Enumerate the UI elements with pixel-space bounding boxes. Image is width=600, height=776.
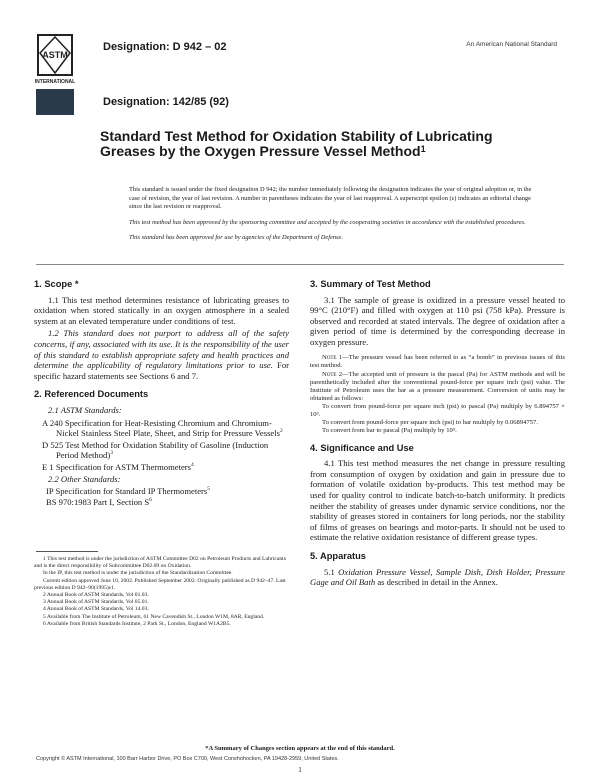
defense-statement: This standard has been approved for use by agencies of the Department of Defense. <box>129 234 343 241</box>
title-text: Standard Test Method for Oxidation Stability of Lubricating Greases by the Oxygen Pressure Vessel Method <box>100 128 493 159</box>
references-heading: 2. Referenced Documents <box>34 389 149 400</box>
astm-standards-list <box>34 418 289 473</box>
other-standards-list <box>34 486 289 507</box>
footnote-mark: 3 <box>110 450 113 457</box>
approval-statement: This test method has been approved by the sponsoring committee and accepted by the cooperating societies in accordance with the established procedures. <box>129 218 526 226</box>
other-standards-heading: 2.2 Other Standards: <box>48 473 121 484</box>
designation: Designation: D 942 – 02 <box>103 41 227 53</box>
reference-item <box>34 462 289 473</box>
note-2 <box>310 371 565 403</box>
footnote: Current edition approved June 10, 2002. Published September 2002. Originally published as D 942–47. Last previous edition D 942–90(1995)ε1. <box>34 577 286 591</box>
reference-item <box>34 497 289 508</box>
conversion-psi-bar: To convert from pound-force per square inch (psi) to bar multiply by 0.06894757. <box>322 418 538 426</box>
apparatus-tail: as described in detail in the Annex. <box>375 577 498 588</box>
reference-text: D 525 Test Method for Oxidation Stability of Gasoline (Induction Period Method) <box>42 439 269 461</box>
issued-statement: This standard is issued under the fixed designation D 942; the number immediately following the designation indicates the year of original adoption or, in the case of revision, the year of last revision. A number in parentheses indicates the year of last reapproval. A superscript epsilon (ε) indicates an editorial change since the last revision or reapproval. <box>129 186 532 210</box>
scope-1-2 <box>34 328 289 381</box>
summary-3-1: 3.1 The sample of grease is oxidized in a pressure vessel heated to 99°C (210°F) and filled with oxygen at 110 psi (758 kPa). Pressure is observed and recorded at stated intervals. The degree of oxidation after a given period of time is determined by the corresponding decrease in oxygen pressure. <box>310 294 565 347</box>
reference-item <box>34 440 289 461</box>
summary-heading: 3. Summary of Test Method <box>310 279 431 289</box>
note-2-text: —The accepted unit of pressure is the pascal (Pa) for ASTM methods and will be parenthetically included after the conventional pound-force per square inch (psi) value. The Institute of Petroleum uses the bar as a pressure measurement. Conversion of units may be obtained as follows: <box>310 370 565 402</box>
footnotes <box>34 556 288 628</box>
footnote-mark: 5 <box>207 486 210 493</box>
footnote: 3 Annual Book of ASTM Standards, Vol 05.01. <box>43 599 149 606</box>
footnote: 2 Annual Book of ASTM Standards, Vol 01.03. <box>43 592 149 599</box>
document-title <box>100 129 520 159</box>
hazard-reference: For specific hazard statements see Sections 6 and 7. <box>34 360 289 381</box>
apparatus-heading: 5. Apparatus <box>310 550 366 561</box>
conversion-psi-pa: To convert from pound-force per square inch (psi) to pascal (Pa) multiply by 6.894757 × 10³. <box>310 402 565 418</box>
reference-text: A 240 Specification for Heat-Resisting Chromium and Chromium-Nickel Stainless Steel Plate, Sheet, and Strip for Pressure Vessels <box>42 417 280 439</box>
footnote: In the IP, this test method is under the jurisdiction of the Standardization Committee. <box>43 570 233 577</box>
footnote-mark: 4 <box>191 462 194 469</box>
summary-of-changes-note: *A Summary of Changes section appears at the end of this standard. <box>205 745 395 752</box>
note-1-label: Note 1 <box>322 353 343 361</box>
significance-heading: 4. Significance and Use <box>310 442 414 453</box>
note-1 <box>310 354 565 370</box>
copyright: Copyright © ASTM International, 100 Barr Harbor Drive, PO Box C700, West Conshohocken, PA 19428-2959, United States. <box>36 756 339 762</box>
footnote-mark: 6 <box>149 496 152 503</box>
conversion-bar-pa: To convert from bar to pascal (Pa) multiply by 10⁵. <box>322 426 457 434</box>
reference-text: IP Specification for Standard IP Thermometers <box>46 486 208 497</box>
footnote: 4 Annual Book of ASTM Standards, Vol 14.03. <box>43 606 149 613</box>
significance-4-1: 4.1 This test method measures the net change in pressure resulting from consumption of oxygen by oxidation and gain in pressure due to formation of volatile oxidation by-products. This test method may be used for quality control to indicate batch-to-batch uniformity. It predicts neither the stability of greases under dynamic service conditions, nor the stability of greases stored in containers for long periods, nor the stability of films of greases on bearings and motor-parts. It should not be used to estimate the relative oxidation resistance of different grease types. <box>310 458 565 543</box>
reference-item <box>34 486 289 497</box>
scope-heading: 1. Scope * <box>34 279 79 289</box>
divider <box>36 264 564 265</box>
astm-standards-heading: 2.1 ASTM Standards: <box>48 404 122 415</box>
footnote: 6 Available from British Standards Institute, 2 Park St., London, England W1A2B5. <box>43 620 231 627</box>
apparatus-number: 5.1 <box>324 566 339 577</box>
safety-caveat: 1.2 This standard does not purport to address all of the safety concerns, if any, associated with its use. It is the responsibility of the user of this standard to establish appropriate safety and health practices and determine the applicability of regulatory limitations prior to use. <box>34 328 289 371</box>
footnote-rule <box>36 551 98 552</box>
scope-1-1: 1.1 This test method determines resistance of lubricating greases to oxidation when stored statically in an oxygen atmosphere in a sealed system at an elevated temperature under conditions of test. <box>34 294 289 326</box>
svg-text:ASTM: ASTM <box>42 50 68 60</box>
reference-text: E 1 Specification for ASTM Thermometers <box>42 461 192 472</box>
apparatus-items: Oxidation Pressure Vessel, Sample Dish, Dish Holder, Pressure Gage and Oil Bath <box>310 566 565 588</box>
right-column <box>310 279 565 590</box>
footnote: 1 This test method is under the jurisdiction of ASTM Committee D02 on Petroleum Products and Lubricants and is the direct responsibility of Subcommittee D02.09 on Oxidation. <box>34 556 286 570</box>
preamble <box>129 186 536 250</box>
logo-text: INTERNATIONAL <box>34 79 76 85</box>
apparatus-5-1 <box>310 567 565 588</box>
reference-text: BS 970:1983 Part I, Section S <box>46 496 150 507</box>
page-number: 1 <box>298 766 302 774</box>
note-2-label: Note 2 <box>322 370 343 378</box>
ip-designation: Designation: 142/85 (92) <box>103 96 229 108</box>
national-standard-label: An American National Standard <box>466 41 557 48</box>
note-1-text: —The pressure vessel has been referred to as “a bomb” in previous issues of this test method. <box>310 353 565 369</box>
title-footnote-mark: 1 <box>420 144 426 154</box>
astm-logo <box>30 33 80 116</box>
reference-item <box>34 418 289 439</box>
footnote: 5 Available from The Institute of Petroleum, 61 New Cavendish St., London W1M, 8AR, England. <box>43 613 265 620</box>
footnote-mark: 2 <box>279 428 283 435</box>
left-column <box>34 279 289 507</box>
